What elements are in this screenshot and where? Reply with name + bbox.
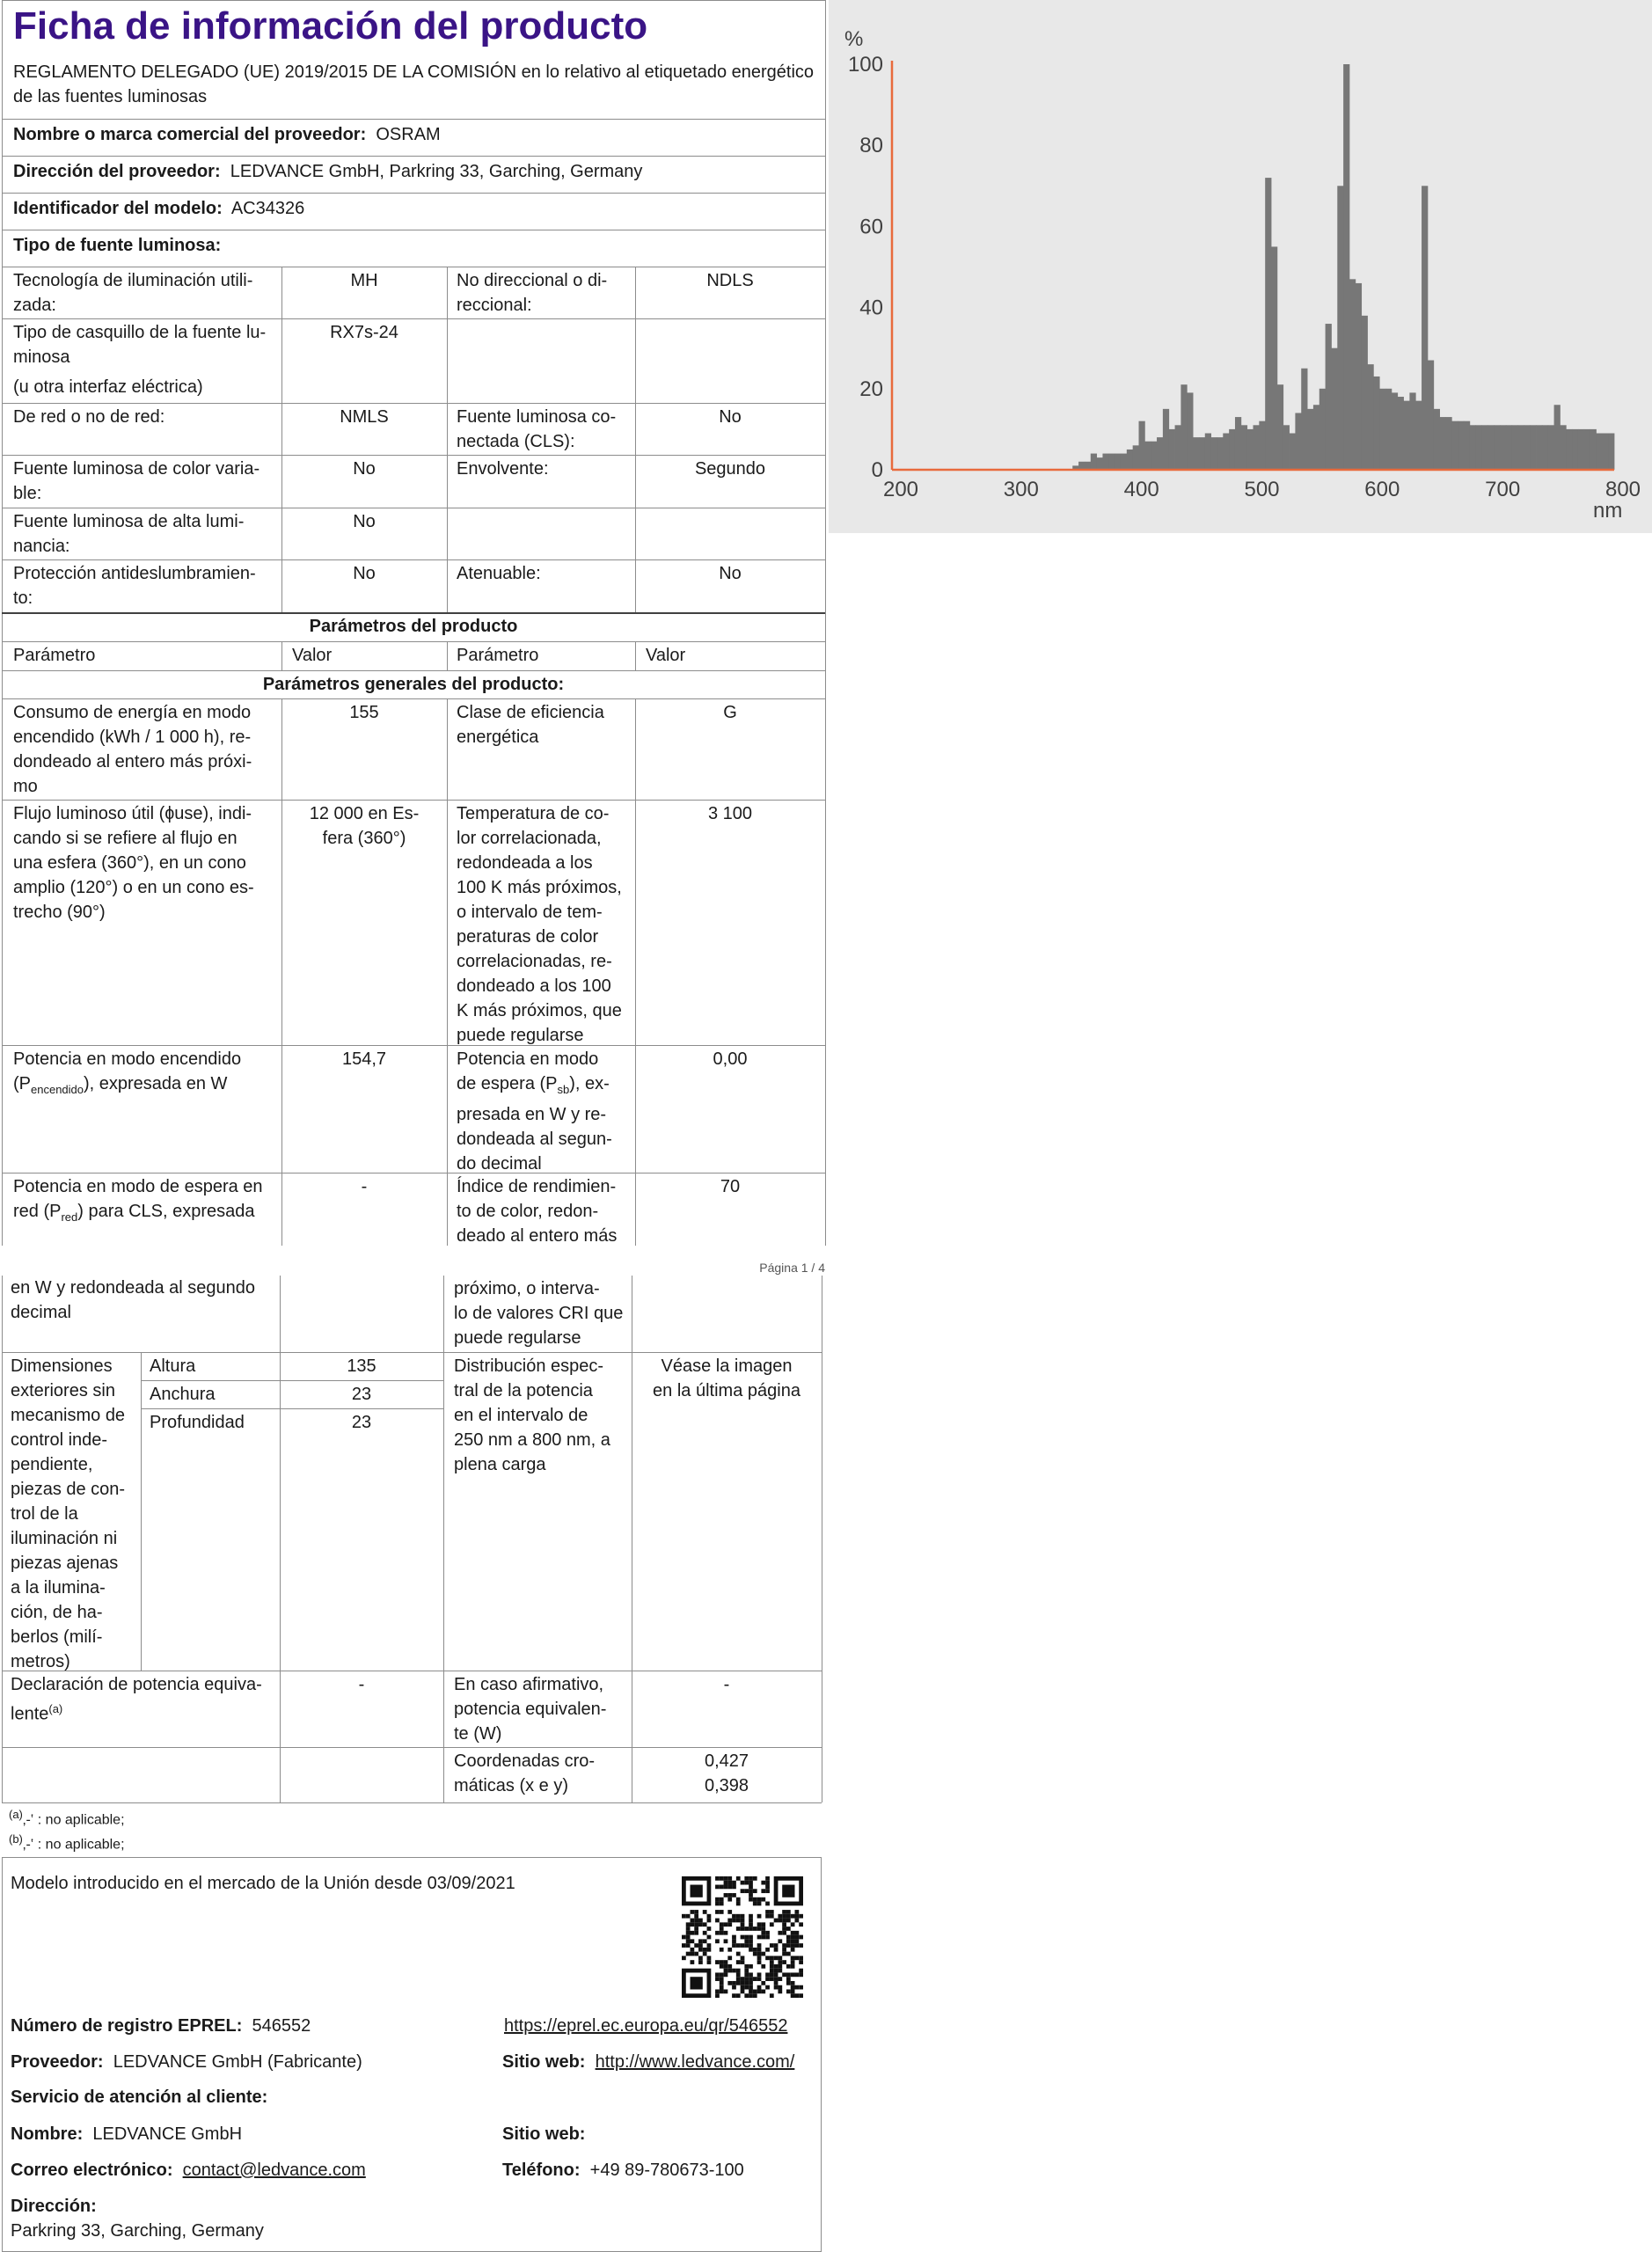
service-website-label: Sitio web: [502,2124,586,2144]
spectrum-bar [1356,283,1362,470]
spectrum-bar [1349,279,1356,470]
eprel-label: Número de registro EPREL: [11,2016,243,2036]
spectrum-bar [1115,454,1121,470]
spectrum-bar [1247,429,1254,470]
spectrum-bar [1301,369,1307,470]
colour-tunable-value: No [353,459,376,479]
standby-power-value: 0,00 [713,1049,748,1069]
customer-service-heading: Servicio de atención al cliente: [11,2087,268,2107]
directional-value: NDLS [706,271,754,290]
spectrum-bar [1091,454,1097,470]
colour-tunable-label: Fuente luminosa de color varia- ble: [13,459,260,503]
width-label: Anchura [150,1385,216,1404]
anti-glare-value: No [353,564,376,583]
spectrum-bar [1404,401,1410,470]
row-divider [2,455,825,456]
row-divider [2,641,825,642]
regulation-text-line-2: de las fuentes luminosas [13,87,208,106]
spectrum-bar [1602,434,1608,470]
phone-row [502,2158,744,2183]
col-divider [141,1352,142,1671]
spectrum-bar [1367,364,1373,470]
spectrum-bar [1199,437,1205,470]
spectrum-bar [1108,454,1115,470]
spectrum-bar [1566,429,1572,470]
efficiency-class-label: Clase de eficiencia energética [457,703,604,747]
spectrum-bar [1127,450,1133,470]
spectrum-bar [1488,425,1494,470]
equivalent-power-value: - [358,1675,365,1694]
networked-standby-label-continued: en W y redondeada al segundo decimal [11,1278,255,1322]
depth-value: 23 [351,1413,372,1432]
spectrum-bar [1175,425,1181,470]
spectrum-bar [1530,425,1536,470]
page-number: Página 1 / 4 [759,1261,825,1275]
product-parameters-heading: Parámetros del producto [309,617,518,636]
address-label: Dirección: [11,2197,97,2216]
spectrum-bar [1398,397,1404,470]
spectrum-bar [1572,429,1578,470]
col-divider [443,1276,444,1802]
directional-label: No direccional o di- reccional: [457,271,608,315]
website-link[interactable]: http://www.ledvance.com/ [595,2052,795,2072]
website-row [502,2050,794,2074]
networked-standby-label: Potencia en modo de espera en red $(P_{red})$ para CLS, expresada [13,1177,263,1224]
spectrum-bar [1578,429,1584,470]
luminous-flux-label: Flujo luminoso útil (ɸuse), indi- cando si se refiere al flujo en una esfera (360°), en un cono amplio (120°) o en un cono es- trecho (90°) [13,804,254,922]
cri-value: 70 [720,1177,741,1196]
service-name-label: Nombre: [11,2124,84,2144]
dimmable-label: Atenuable: [457,564,541,583]
qr-code-icon[interactable] [682,1876,803,1998]
spectrum-bar [1422,186,1428,470]
spectrum-bar [1217,437,1223,470]
phone-value: +49 89-780673-100 [589,2161,744,2180]
spectrum-bar [1307,409,1313,470]
eprel-row [11,2014,311,2038]
col-divider [281,698,282,1246]
spectrum-bar [1313,405,1319,470]
chart-x-tick-label: 400 [1123,478,1159,501]
cap-type-value: RX7s-24 [330,323,398,342]
spectrum-bar [1548,425,1554,470]
networked-standby-value: - [361,1177,368,1196]
spectrum-bar [1229,429,1235,470]
spectrum-bar [1157,437,1163,470]
supplier-name-label: Nombre o marca comercial del proveedor: [13,125,367,144]
market-introduction-text: Modelo introducido en el mercado de la Unión desde 03/09/2021 [11,1874,515,1893]
spectrum-bar [1151,442,1157,470]
width-value: 23 [351,1385,372,1404]
supplier-address-label: Dirección del proveedor: [13,162,221,181]
height-label: Altura [150,1356,196,1376]
colour-temperature-label: Temperatura de co- lor correlacionada, redondeada a los 100 K más próximos, o intervalo de tem- peraturas de color correlacionadas, re- dondeado a los 100 K más próximos, que puede regularse [457,804,622,1045]
row-divider [2,1173,825,1174]
spectrum-bar [1193,437,1199,470]
service-name-value: LEDVANCE GmbH [92,2124,243,2144]
on-mode-power-label: Potencia en modo encendido $(P_{encendido})$, expresada en W [13,1049,242,1096]
spectrum-bar [1362,316,1368,470]
spectrum-bar [1271,246,1277,470]
equivalent-power-watts-value: - [723,1675,730,1694]
email-row [11,2158,366,2183]
model-identifier-value: AC34326 [230,199,305,218]
table-border-bottom [2,1802,822,1803]
email-link[interactable]: contact@ledvance.com [182,2161,366,2180]
spectrum-bar [1481,425,1488,470]
spectrum-bar [1144,442,1151,470]
row-divider [2,156,825,157]
spectral-power-chart-svg [829,0,1652,533]
service-name-row [11,2122,242,2146]
cls-label: Fuente luminosa co- nectada (CLS): [457,407,617,451]
spectrum-bar [1445,417,1451,470]
cls-value: No [719,407,742,427]
col-divider [635,641,636,670]
col-divider [447,641,448,670]
spectrum-bar [1326,324,1332,470]
spectrum-bar [1458,421,1464,470]
energy-consumption-value: 155 [349,703,379,722]
chart-y-tick-label: 100 [847,53,883,77]
equivalent-power-watts-label: En caso afirmativo, potencia equivalen- te (W) [454,1675,607,1744]
mains-label: De red o no de red: [13,407,165,427]
spectrum-bar [1133,445,1139,470]
row-divider [2,1747,822,1748]
on-mode-power-value: 154,7 [341,1049,387,1069]
dimensions-label: Dimensiones exteriores sin mecanismo de control inde- pendiente, piezas de con- trol de la iluminación ni piezas ajenas a la ilumina- ción, de ha- berlos (milí- metros) [11,1356,126,1671]
supplier-name-row [13,122,441,147]
regulation-text-line-1: REGLAMENTO DELEGADO (UE) 2019/2015 DE LA COMISIÓN en lo relativo al etiquetado energético [13,62,815,82]
standby-power-label: Potencia en modo de espera $(P_{sb})$, ex- presada en W y re- dondeada al segun- do decimal [457,1049,612,1174]
spectrum-bar [1283,425,1290,470]
spectrum-bar [1470,425,1476,470]
spectrum-bar [1254,425,1260,470]
light-source-type-heading: Tipo de fuente luminosa: [13,236,222,255]
table-border-right [825,0,826,1246]
chart-x-axis-label: nm [1593,499,1623,523]
row-divider [2,559,825,560]
high-luminance-label: Fuente luminosa de alta lumi- nancia: [13,512,245,556]
row-divider [2,1352,822,1353]
spectrum-bar [1590,429,1597,470]
supplier-name-value: OSRAM [376,125,441,144]
supplier-label: Proveedor: [11,2052,104,2072]
equivalent-power-label: Declaración de potencia equiva- lente$^{(a)}$ [11,1675,262,1724]
luminous-flux-value: 12 000 en Es- fera (360°) [309,804,420,848]
spectrum-bar [1121,454,1127,470]
spectral-distribution-value: Véase la imagen en la última página [653,1356,800,1400]
spectrum-bar [1554,405,1561,470]
spectrum-bar [1163,409,1169,470]
row-divider [141,1408,443,1409]
spectrum-bar [1392,392,1398,470]
row-divider [2,318,825,319]
depth-label: Profundidad [150,1413,245,1432]
general-parameters-heading: Parámetros generales del producto: [262,675,565,694]
col-divider [447,267,448,612]
chart-x-tick-label: 600 [1364,478,1400,501]
high-luminance-value: No [353,512,376,531]
row-divider [2,800,825,801]
eprel-value: 546552 [252,2016,311,2036]
column-header-parameter: Parámetro [457,646,539,665]
supplier-address-row [13,159,642,184]
dimmable-value: No [719,564,742,583]
supplier-address-value: LEDVANCE GmbH, Parkring 33, Garching, Germany [230,162,643,181]
chart-x-tick-label: 500 [1244,478,1280,501]
spectrum-bar [1319,389,1326,470]
row-divider [2,403,825,404]
supplier-value: LEDVANCE GmbH (Fabricante) [113,2052,362,2072]
spectrum-bar [1379,389,1385,470]
spectrum-bar [1542,425,1548,470]
model-identifier-row [13,196,304,221]
spectrum-bar [1385,389,1392,470]
chart-y-tick-label: 20 [859,377,883,401]
phone-label: Teléfono: [502,2161,581,2180]
spectrum-bar [1343,64,1349,470]
mains-value: NMLS [340,407,389,427]
efficiency-class-value: G [723,703,737,722]
spectrum-bar [1211,437,1217,470]
envelope-value: Segundo [694,459,766,479]
chart-x-tick-label: 300 [1003,478,1039,501]
spectrum-bar [1373,377,1379,470]
cri-label: Índice de rendimien- to de color, redon- deado al entero más [457,1177,618,1246]
spectrum-bar [1337,186,1343,470]
spectrum-bar [1409,392,1415,470]
spectrum-bar [1331,348,1337,470]
spectrum-bar [1259,421,1265,470]
page-title: Ficha de información del producto [13,4,648,48]
chart-y-tick-label: 60 [859,215,883,239]
spectrum-bar [1102,454,1108,470]
spectrum-bar [1512,425,1518,470]
height-value: 135 [347,1356,376,1376]
row-divider [141,1380,443,1381]
website-label: Sitio web: [502,2052,586,2072]
spectrum-bar [1277,384,1283,470]
spectrum-bar [1560,425,1566,470]
spectrum-bar [1608,434,1614,470]
spectrum-bar [1078,462,1085,470]
spectrum-bar [1205,434,1211,470]
table-border-left [2,1276,3,1802]
spectrum-bar [1440,417,1446,470]
spectrum-bar [1187,392,1193,470]
column-header-parameter: Parámetro [13,646,96,665]
chart-x-tick-label: 200 [882,478,919,501]
envelope-label: Envolvente: [457,459,549,479]
table-border-top [2,0,825,1]
spectrum-bar [1428,361,1434,470]
technology-label: Tecnología de iluminación utili- zada: [13,271,253,315]
spectral-distribution-label: Distribución espec- tral de la potencia en el intervalo de 250 nm a 800 nm, a plena carga [454,1356,610,1474]
col-divider [635,698,636,1246]
spectrum-bar [1265,178,1271,470]
col-divider [447,698,448,1246]
model-identifier-label: Identificador del modelo: [13,199,223,218]
spectrum-bar [1506,425,1512,470]
colour-temperature-value: 3 100 [707,804,753,823]
column-header-value: Valor [292,646,333,665]
spectrum-bar [1518,425,1524,470]
spectrum-bar [1241,425,1247,470]
supplier-row [11,2050,362,2074]
spectrum-bar [1494,425,1500,470]
spectrum-bar [1524,425,1530,470]
footnote-a: $^{(a)}$‚-‛ : no aplicable; [9,1808,125,1828]
footnote-b: $^{(b)}$‚-‛ : no aplicable; [9,1832,125,1853]
cri-label-continued: próximo, o interva- lo de valores CRI que puede regularse [454,1279,624,1348]
col-divider [281,641,282,670]
spectrum-bar [1223,434,1229,470]
row-divider [2,670,825,671]
spectrum-bar [1584,429,1590,470]
technology-value: MH [350,271,378,290]
chart-y-tick-label: 80 [859,134,883,158]
chromaticity-label: Coordenadas cro- máticas (x e y) [454,1751,596,1795]
spectrum-bar [1536,425,1542,470]
spectrum-bar [1181,384,1187,470]
spectrum-bar [1415,401,1422,470]
cap-type-label: Tipo de casquillo de la fuente lu- minosa (u otra interfaz eléctrica) [13,323,267,397]
chart-y-tick-label: 40 [859,296,883,320]
spectrum-bar [1434,409,1440,470]
energy-consumption-label: Consumo de energía en modo encendido (kWh / 1 000 h), re- dondeado al entero más próxi- mo [13,703,252,796]
spectrum-bar [1290,434,1296,470]
row-divider [2,119,825,120]
chart-x-tick-label: 700 [1485,478,1521,501]
row-divider [2,193,825,194]
spectrum-bar [1235,417,1241,470]
email-label: Correo electrónico: [11,2161,173,2180]
eprel-link[interactable]: https://eprel.ec.europa.eu/qr/546552 [504,2016,788,2036]
chromaticity-value: 0,427 0,398 [704,1751,749,1795]
chart-x-tick-label: 800 [1604,478,1641,501]
row-divider [2,1045,825,1046]
spectrum-bar [1085,462,1091,470]
spectrum-bar [1295,413,1301,470]
spectrum-bar [1476,425,1482,470]
spectrum-bar [1596,434,1602,470]
spectrum-bar [1097,457,1103,470]
spectrum-bar [1169,429,1175,470]
address-value: Parkring 33, Garching, Germany [11,2221,264,2241]
spectrum-bar [1500,425,1506,470]
column-header-value: Valor [646,646,686,665]
chart-y-axis-label: % [844,27,864,51]
chart-y-tick-label: 0 [871,458,883,482]
spectral-power-chart [829,0,1652,533]
spectrum-bar [1464,421,1470,470]
spectrum-bar [1139,421,1145,470]
spectrum-bar [1451,421,1458,470]
row-divider [2,698,825,699]
anti-glare-label: Protección antideslumbramien- to: [13,564,256,608]
